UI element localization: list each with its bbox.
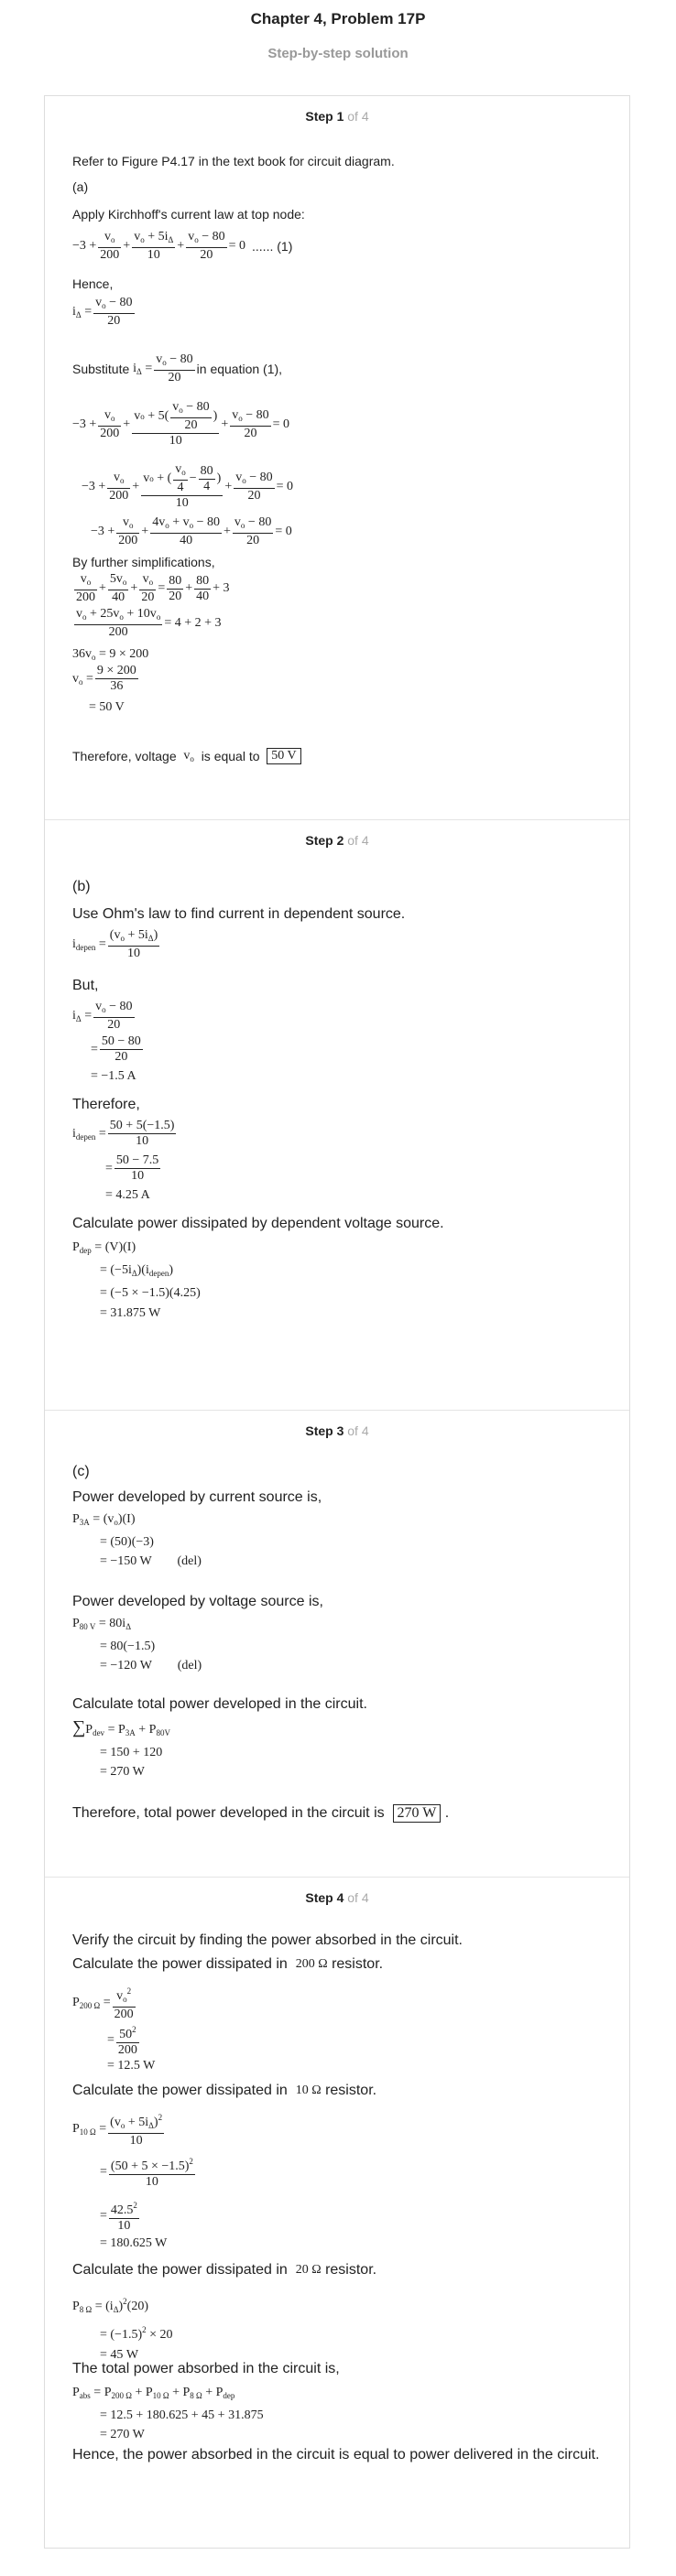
step3-answer-box: 270 W	[393, 1804, 442, 1823]
step2-part-b: (b)	[72, 879, 91, 894]
step3-answer-line: Therefore, total power developed in the circuit is 270 W .	[72, 1805, 450, 1821]
eq-pdep: $P_{dep} = (V)(I)$ = $(-5i_\Delta)(i_{depen})$ = (−5 × −1.5)(4.25) = 31.875 W	[72, 1240, 201, 1320]
step4-verify: Verify the circuit by finding the power absorbed in the circuit.	[72, 1932, 463, 1948]
step-1-header: Step 1 of 4	[305, 109, 369, 124]
step4-10-text: Calculate the power dissipated in 10 Ω resistor.	[72, 2083, 377, 2098]
step2-but: But,	[72, 978, 99, 993]
step-3	[45, 1410, 629, 1878]
eq-sub-1: −3 + $\frac{v_o}{200}$ + v o + 5( $\frac{v_o - 80}{20}$ ) 10 + $\frac{v_o - 80}{20}$ = 0	[72, 400, 290, 448]
step1-text-ref: Refer to Figure P4.17 in the text book for circuit diagram.	[72, 154, 395, 168]
step1-substitute: Substitute $i_\Delta$ = $\frac{v_o - 80}{20}$ in equation (1),	[72, 352, 283, 384]
step-2-header: Step 2 of 4	[305, 833, 369, 848]
step2-ohm: Use Ohm's law to find current in dependent source.	[72, 906, 406, 922]
eq-p10-4: = 180.625 W	[100, 2236, 168, 2250]
eq-idelta: $i_\Delta$ = $\frac{v_o - 80}{20}$	[72, 296, 133, 328]
step1-part-a: (a)	[72, 179, 89, 194]
step-3-header: Step 3 of 4	[305, 1423, 369, 1438]
step2-power-text: Calculate power dissipated by dependent voltage source.	[72, 1216, 444, 1231]
eq-idelta-3: = $\frac{50 - 80}{20}$	[91, 1034, 141, 1064]
step1-hence: Hence,	[72, 276, 114, 291]
step4-total-text: The total power absorbed in the circuit is,	[72, 2361, 340, 2376]
eq-p8: $P_{8 \Omega} = (i_\Delta)^2(20)$ = $(-1.5)^2 \times 20$ = 45 W	[72, 2297, 173, 2362]
eq-simp-1: $\frac{v_o}{200}$ + $\frac{5v_o}{40}$ + $\frac{v_o}{20}$ = $\frac{80}{20}$ + $\frac{80}{40}$ + 3	[76, 572, 230, 604]
page-subtitle: Step-by-step solution	[267, 46, 409, 61]
eq-simp-5: = 50 V	[89, 700, 125, 714]
eq-simp-3: $36v_o = 9 \times 200$	[72, 647, 149, 662]
eq-idepen: $i_{depen}$ = $\frac{(v_o + 5i_\Delta)}{10}$	[72, 928, 158, 960]
eq-idelta-4: = −1.5 A	[91, 1069, 136, 1083]
eq-p10-3: = $\frac{42.5^2}{10}$	[100, 2201, 137, 2233]
eq-p3a: $P_{3A} = (v_o)(I)$ = (50)(−3) = −150 W (del)	[72, 1512, 202, 1568]
step-2	[45, 819, 629, 1411]
step1-answer-line: Therefore, voltage $v_o$ is equal to 50 V	[72, 748, 301, 764]
step-4	[45, 1877, 629, 2549]
eq-p200-3: = 12.5 W	[107, 2059, 156, 2073]
eq-p10: $P_{10 \Omega}$ = $\frac{(v_o + 5i_\Delta)^2}{10}$	[72, 2113, 163, 2148]
eq-p10-2: = $\frac{(50 + 5 \times -1.5)^2}{10}$	[100, 2157, 193, 2189]
step4-200-text: Calculate the power dissipated in 200 Ω resistor.	[72, 1956, 384, 1972]
step1-kcl-text: Apply Kirchhoff's current law at top node:	[72, 207, 305, 222]
step2-therefore: Therefore,	[72, 1097, 140, 1112]
step1-simplify: By further simplifications,	[72, 555, 215, 569]
eq-pdev: $\sum P_{dev} = P_{3A} + P_{80V}$ = 150 + 120 = 270 W	[72, 1717, 170, 1779]
eq-simp-2: $\frac{v_o + 25v_o + 10v_o}{200}$ = 4 + 2 + 3	[76, 607, 222, 639]
step3-total-text: Calculate total power developed in the circuit.	[72, 1696, 367, 1712]
eq-idepen-2: $i_{depen}$ = $\frac{50 + 5(-1.5)}{10}$	[72, 1119, 175, 1148]
step4-20-text: Calculate the power dissipated in 20 Ω resistor.	[72, 2262, 377, 2278]
eq-idelta-2: $i_\Delta$ = $\frac{v_o - 80}{20}$	[72, 1000, 133, 1032]
step4-conclusion: Hence, the power absorbed in the circuit is equal to power delivered in the circuit.	[72, 2447, 600, 2462]
solution-container	[44, 95, 630, 2549]
eq-idepen-4: = 4.25 A	[105, 1188, 150, 1202]
eq-idepen-3: = $\frac{50 - 7.5}{10}$	[105, 1153, 159, 1183]
step1-answer-box: 50 V	[267, 748, 300, 764]
eq-sub-2: −3 + $\frac{v_o}{200}$ + v o + ( $\frac{v_o}{4}$ − $\frac{80}{4}$ ) 10 + $\frac{v_o - 80}{20}$ = 0	[82, 462, 294, 510]
step3-part-c: (c)	[72, 1464, 90, 1479]
step3-current-source: Power developed by current source is,	[72, 1489, 322, 1505]
step3-voltage-source: Power developed by voltage source is,	[72, 1594, 323, 1609]
page-title: Chapter 4, Problem 17P	[250, 10, 426, 27]
eq-sub-3: −3 + $\frac{v_o}{200}$ + $\frac{4v_o + v_o - 80}{40}$ + $\frac{v_o - 80}{20}$ = 0	[91, 515, 292, 547]
eq-p80v: $P_{80 V} = 80i_\Delta$ = 80(−1.5) = −120 W (del)	[72, 1617, 202, 1672]
eq-simp-4: $v_o$ = $\frac{9 \times 200}{36}$	[72, 664, 136, 693]
eq-p200-2: = $\frac{50^2}{200}$	[107, 2025, 137, 2057]
eq-pabs: $P_{abs} = P_{200 \Omega} + P_{10 \Omega} + P_{8 \Omega} + P_{dep}$ = 12.5 + 180.625 + 45 + 31.875 = 270 W	[72, 2386, 264, 2441]
step-4-header: Step 4 of 4	[305, 1890, 369, 1905]
step-1	[45, 96, 629, 819]
eq-p200: $P_{200 \Omega}$ = $\frac{v_o^2}{200}$	[72, 1986, 134, 2021]
eq-kcl: −3 + $\frac{v_o}{200}$ + $\frac{v_o + 5i_\Delta}{10}$ + $\frac{v_o - 80}{20}$ = 0 ...... (1)	[72, 230, 293, 262]
